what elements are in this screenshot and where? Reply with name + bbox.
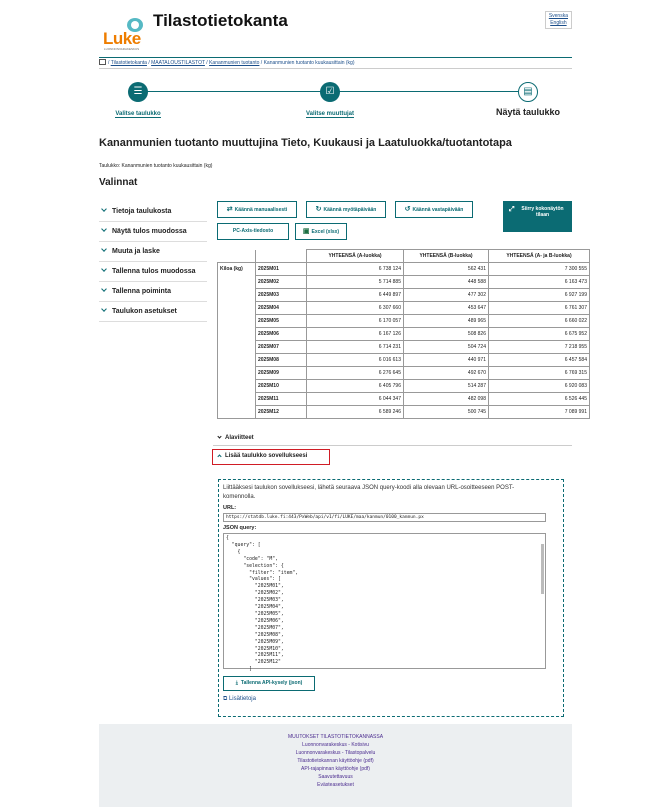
value-cell: 448 588 bbox=[404, 276, 489, 289]
chevron-down-icon bbox=[101, 286, 107, 292]
value-cell: 6 016 613 bbox=[307, 354, 404, 367]
sidebar-item-edit-calculate[interactable] bbox=[99, 242, 207, 262]
step-show-table bbox=[483, 82, 573, 120]
sidebar-item-table-info[interactable] bbox=[99, 202, 207, 222]
period-cell: 2025M09 bbox=[256, 367, 307, 380]
value-cell: 514 287 bbox=[404, 380, 489, 393]
value-cell: 6 675 952 bbox=[489, 328, 590, 341]
footer-link[interactable]: API-rajapinnan käyttöohje (pdf) bbox=[301, 766, 370, 772]
value-cell: 6 927 199 bbox=[489, 289, 590, 302]
value-cell: 6 307 660 bbox=[307, 302, 404, 315]
table-row bbox=[218, 393, 590, 406]
chevron-down-icon bbox=[217, 434, 221, 438]
step-label-current: Näytä taulukko bbox=[495, 107, 561, 117]
table-row bbox=[218, 367, 590, 380]
value-cell: 6 170 057 bbox=[307, 315, 404, 328]
lang-link-english[interactable]: English bbox=[550, 20, 567, 26]
value-cell: 477 302 bbox=[404, 289, 489, 302]
pivot-icon: ⇄ bbox=[226, 206, 233, 213]
value-cell: 500 745 bbox=[404, 406, 489, 419]
button-label: PC-Axis-tiedosto bbox=[232, 228, 274, 234]
data-table bbox=[217, 249, 590, 419]
sidebar-item-save-query[interactable] bbox=[99, 282, 207, 302]
luke-logo[interactable] bbox=[103, 15, 141, 55]
sidebar-item-label: Näytä tulos muodossa bbox=[112, 228, 187, 235]
step-select-variables[interactable] bbox=[285, 82, 375, 120]
pcaxis-download-button[interactable] bbox=[217, 223, 289, 240]
button-label: Käännä myötäpäivään bbox=[323, 207, 377, 213]
period-cell: 2025M12 bbox=[256, 406, 307, 419]
table-label: Taulukko: Kananmunien tuotanto kuukausittain (kg) bbox=[99, 163, 213, 169]
value-cell: 6 769 315 bbox=[489, 367, 590, 380]
fullscreen-button[interactable] bbox=[503, 201, 572, 232]
value-cell: 6 044 347 bbox=[307, 393, 404, 406]
table-row bbox=[218, 328, 590, 341]
value-cell: 562 431 bbox=[404, 263, 489, 276]
value-cell: 6 526 445 bbox=[489, 393, 590, 406]
wizard-stepper bbox=[99, 82, 572, 122]
footnotes-toggle[interactable] bbox=[213, 432, 572, 446]
sidebar-item-show-as[interactable] bbox=[99, 222, 207, 242]
value-cell: 5 714 885 bbox=[307, 276, 404, 289]
footer-link[interactable]: Saavutettavuus bbox=[318, 774, 353, 780]
value-cell: 6 405 796 bbox=[307, 380, 404, 393]
value-cell: 6 276 645 bbox=[307, 367, 404, 380]
button-label: Siirry kokonäytön tilaan bbox=[521, 206, 564, 218]
site-footer bbox=[99, 724, 572, 807]
site-header bbox=[99, 11, 572, 51]
chevron-down-icon bbox=[101, 306, 107, 312]
api-url-field[interactable]: https://statdb.luke.fi:443/PxWeb/api/v1/fi/LUKE/maa/kanmun/0100_kanmun.px bbox=[223, 513, 546, 522]
embed-toggle-label: Lisää taulukko sovellukseesi bbox=[225, 453, 308, 459]
page-title: Kananmunien tuotanto muuttujina Tieto, Kuukausi ja Laatuluokka/tuotantotapa bbox=[99, 137, 512, 149]
document-icon: ▤ bbox=[518, 82, 538, 102]
excel-icon: ▣ bbox=[302, 228, 310, 235]
table-row bbox=[218, 380, 590, 393]
more-info-label: Lisätietoja bbox=[228, 696, 256, 702]
step-label[interactable]: Valitse muuttujat bbox=[305, 111, 354, 117]
period-cell: 2025M05 bbox=[256, 315, 307, 328]
sidebar-item-label: Muuta ja laske bbox=[112, 248, 160, 255]
period-cell: 2025M04 bbox=[256, 302, 307, 315]
value-cell: 489 965 bbox=[404, 315, 489, 328]
period-cell: 2025M07 bbox=[256, 341, 307, 354]
scrollbar[interactable] bbox=[541, 544, 544, 594]
period-cell: 2025M10 bbox=[256, 380, 307, 393]
checkbox-icon: ☑ bbox=[320, 82, 340, 102]
period-cell: 2025M01 bbox=[256, 263, 307, 276]
value-cell: 7 089 991 bbox=[489, 406, 590, 419]
breadcrumb-current: Kananmunien tuotanto kuukausittain (kg) bbox=[263, 60, 355, 66]
breadcrumb: / Tilastotietokanta / MAATALOUSTILASTOT / Kananmunien tuotanto / Kananmunien tuotanto kuukausittain (kg) bbox=[99, 57, 572, 69]
period-cell: 2025M03 bbox=[256, 289, 307, 302]
value-cell: 482 098 bbox=[404, 393, 489, 406]
external-link-icon: ⧉ bbox=[223, 696, 229, 702]
site-title[interactable]: Tilastotietokanta bbox=[153, 11, 288, 30]
footer-link[interactable]: Luonnonvarakeskus - Kotisivu bbox=[302, 742, 369, 748]
footer-link[interactable]: MUUTOKSET TILASTOTIETOKANNASSA bbox=[287, 734, 384, 740]
value-cell: 508 826 bbox=[404, 328, 489, 341]
table-row bbox=[218, 302, 590, 315]
chevron-up-icon bbox=[217, 454, 221, 458]
table-row bbox=[218, 354, 590, 367]
column-header: YHTEENSÄ (A-luokka) bbox=[307, 250, 404, 263]
period-cell: 2025M11 bbox=[256, 393, 307, 406]
rotate-counterclockwise-button[interactable] bbox=[395, 201, 473, 218]
chevron-down-icon bbox=[101, 246, 107, 252]
breadcrumb-item[interactable]: MAATALOUSTILASTOT bbox=[151, 60, 205, 66]
value-cell: 440 971 bbox=[404, 354, 489, 367]
value-cell: 7 300 555 bbox=[489, 263, 590, 276]
value-cell: 6 738 124 bbox=[307, 263, 404, 276]
sidebar-item-label: Taulukon asetukset bbox=[112, 308, 177, 315]
value-cell: 6 167 126 bbox=[307, 328, 404, 341]
value-cell: 6 449 897 bbox=[307, 289, 404, 302]
value-cell: 6 920 083 bbox=[489, 380, 590, 393]
row-variable-header: Kiloa (kg) bbox=[218, 263, 256, 419]
sidebar-item-label: Tietoja taulukosta bbox=[112, 208, 172, 215]
options-heading: Valinnat bbox=[99, 177, 138, 188]
step-label[interactable]: Valitse taulukko bbox=[115, 111, 161, 117]
more-info-link[interactable] bbox=[223, 696, 559, 703]
breadcrumb-item[interactable]: Kananmunien tuotanto bbox=[209, 60, 260, 66]
options-sidebar bbox=[99, 202, 207, 322]
pivot-manual-button[interactable] bbox=[217, 201, 297, 218]
chevron-down-icon bbox=[101, 226, 107, 232]
table-row bbox=[218, 289, 590, 302]
column-header: YHTEENSÄ (A- ja B-luokka) bbox=[489, 250, 590, 263]
logo-subtext: LUONNONVARAKESKUS bbox=[104, 47, 140, 51]
embed-table-toggle[interactable] bbox=[212, 449, 330, 465]
home-icon[interactable] bbox=[99, 59, 106, 65]
button-label: Tallenna API-kysely (json) bbox=[240, 680, 303, 686]
table-row bbox=[218, 263, 590, 276]
download-icon: ⤓ bbox=[235, 680, 238, 686]
embed-panel bbox=[218, 479, 564, 717]
logo-text: Luke bbox=[103, 29, 141, 48]
button-label: Käännä vastapäivään bbox=[412, 207, 464, 213]
expand-icon: ⤢ bbox=[509, 206, 515, 213]
sidebar-item-save-as[interactable] bbox=[99, 262, 207, 282]
period-cell: 2025M06 bbox=[256, 328, 307, 341]
value-cell: 6 761 307 bbox=[489, 302, 590, 315]
footer-link[interactable]: Luonnonvarakeskus - Tilastopalvelu bbox=[295, 750, 376, 756]
json-query-textarea[interactable] bbox=[223, 533, 546, 673]
sidebar-item-label: Tallenna poiminta bbox=[112, 288, 171, 295]
footer-link[interactable]: Evästeasetukset bbox=[317, 782, 354, 788]
value-cell: 6 457 584 bbox=[489, 354, 590, 367]
rotate-counterclockwise-icon: ↺ bbox=[404, 206, 411, 213]
footnotes-label: Alaviitteet bbox=[225, 435, 254, 441]
step-select-table[interactable] bbox=[93, 82, 183, 120]
period-cell: 2025M02 bbox=[256, 276, 307, 289]
period-cell: 2025M08 bbox=[256, 354, 307, 367]
chevron-down-icon bbox=[101, 206, 107, 212]
table-row bbox=[218, 406, 590, 419]
value-cell: 453 647 bbox=[404, 302, 489, 315]
url-label: URL: bbox=[223, 505, 237, 511]
button-label: Excel (xlsx) bbox=[311, 229, 340, 235]
table-corner bbox=[218, 250, 256, 263]
table-row bbox=[218, 276, 590, 289]
json-query-text: { "query": [ { "code": "M", "selection": { "filter": "item", "values": [ "2025M01", "2025M02", "2025M03", "2025M04", "2025M05", "2025M06", "2025M07", "2025M08", "2025M09", "2025M10", "2025M11", "2025M12" ] bbox=[226, 536, 299, 673]
rotate-clockwise-button[interactable] bbox=[306, 201, 386, 218]
rotate-clockwise-icon: ↻ bbox=[315, 206, 322, 213]
breadcrumb-item[interactable]: Tilastotietokanta bbox=[110, 60, 147, 66]
value-cell: 6 714 231 bbox=[307, 341, 404, 354]
value-cell: 6 589 246 bbox=[307, 406, 404, 419]
json-label: JSON query: bbox=[223, 525, 257, 531]
column-header: YHTEENSÄ (B-luokka) bbox=[404, 250, 489, 263]
footer-link[interactable]: Tilastotietokannan käyttöohje (pdf) bbox=[297, 758, 374, 764]
table-corner bbox=[256, 250, 307, 263]
language-switcher bbox=[545, 11, 572, 29]
excel-download-button[interactable] bbox=[295, 223, 347, 240]
value-cell: 504 724 bbox=[404, 341, 489, 354]
embed-intro: Liittääksesi taulukon sovellukseesi, lähetä seuraava JSON query-koodi alla olevaan URL-osoitteeseen POST-komennolla. bbox=[223, 485, 515, 500]
value-cell: 492 670 bbox=[404, 367, 489, 380]
sidebar-item-label: Tallenna tulos muodossa bbox=[112, 268, 196, 275]
table-row bbox=[218, 341, 590, 354]
value-cell: 6 163 473 bbox=[489, 276, 590, 289]
button-label: Käännä manuaalisesti bbox=[234, 207, 288, 213]
value-cell: 7 218 955 bbox=[489, 341, 590, 354]
save-api-query-button[interactable] bbox=[223, 676, 315, 691]
table-row bbox=[218, 315, 590, 328]
value-cell: 6 660 022 bbox=[489, 315, 590, 328]
chevron-down-icon bbox=[101, 266, 107, 272]
sidebar-item-table-settings[interactable] bbox=[99, 302, 207, 322]
list-icon: ☰ bbox=[128, 82, 148, 102]
table-header-row bbox=[218, 250, 590, 263]
lang-link-svenska[interactable]: Svenska bbox=[548, 13, 568, 19]
